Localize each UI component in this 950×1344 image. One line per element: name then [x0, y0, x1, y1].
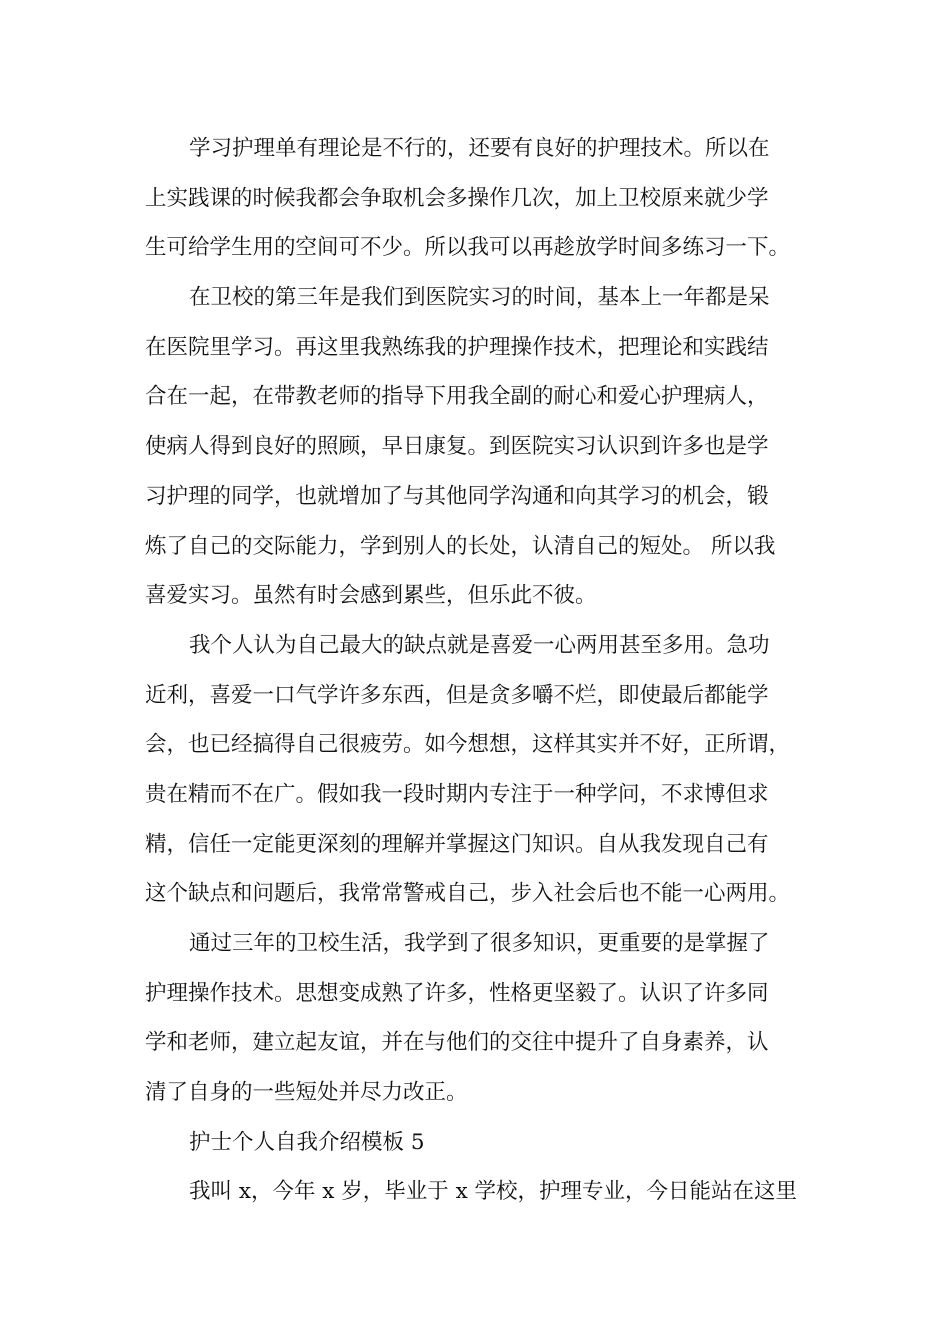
paragraph-line: 护理操作技术。思想变成熟了许多，性格更坚毅了。认识了许多同: [145, 980, 769, 1006]
paragraph-line: 近利，喜爱一口气学许多东西，但是贪多嚼不烂，即使最后都能学: [145, 682, 769, 708]
paragraph-line: 我个人认为自己最大的缺点就是喜爱一心两用甚至多用。急功: [189, 632, 770, 658]
paragraph-line: 学和老师，建立起友谊，并在与他们的交往中提升了自身素养，认: [145, 1030, 769, 1056]
paragraph-line: 在医院里学习。再这里我熟练我的护理操作技术，把理论和实践结: [145, 334, 769, 360]
paragraph-line: 这个缺点和问题后，我常常警戒自己，步入社会后也不能一心两用。: [145, 881, 791, 907]
paragraph-line: 炼了自己的交际能力，学到别人的长处，认清自己的短处。 所以我: [145, 533, 776, 559]
paragraph-line: 上实践课的时候我都会争取机会多操作几次，加上卫校原来就少学: [145, 185, 769, 211]
paragraph-line: 生可给学生用的空间可不少。所以我可以再趁放学时间多练习一下。: [145, 235, 791, 261]
paragraph-line: 学习护理单有理论是不行的，还要有良好的护理技术。所以在: [189, 136, 770, 161]
paragraph-line: 精，信任一定能更深刻的理解并掌握这门知识。自从我发现自己有: [145, 831, 769, 857]
paragraph-line: 使病人得到良好的照顾，早日康复。到医院实习认识到许多也是学: [145, 434, 769, 460]
document-body: [145, 124, 815, 1217]
paragraph-line: 会，也已经搞得自己很疲劳。如今想想，这样其实并不好，正所谓，: [145, 732, 791, 758]
paragraph-line: 通过三年的卫校生活，我学到了很多知识，更重要的是掌握了: [189, 931, 770, 956]
paragraph-line: 清了自身的一些短处并尽力改正。: [145, 1080, 468, 1106]
paragraph-line: 在卫校的第三年是我们到医院实习的时间，基本上一年都是呆: [189, 285, 770, 311]
paragraph-line: 习护理的同学，也就增加了与其他同学沟通和向其学习的机会，锻: [145, 483, 769, 509]
paragraph-line: 合在一起，在带教老师的指导下用我全副的耐心和爱心护理病人，: [145, 384, 769, 410]
paragraph-line: 我叫 x，今年 x 岁，毕业于 x 学校，护理专业，今日能站在这里: [189, 1179, 798, 1205]
section-heading: 护士个人自我介绍模板 5: [189, 1129, 425, 1155]
paragraph-line: 贵在精而不在广。假如我一段时期内专注于一种学问，不求博但求: [145, 781, 769, 807]
paragraph-line: 喜爱实习。虽然有时会感到累些，但乐此不彼。: [145, 583, 597, 609]
